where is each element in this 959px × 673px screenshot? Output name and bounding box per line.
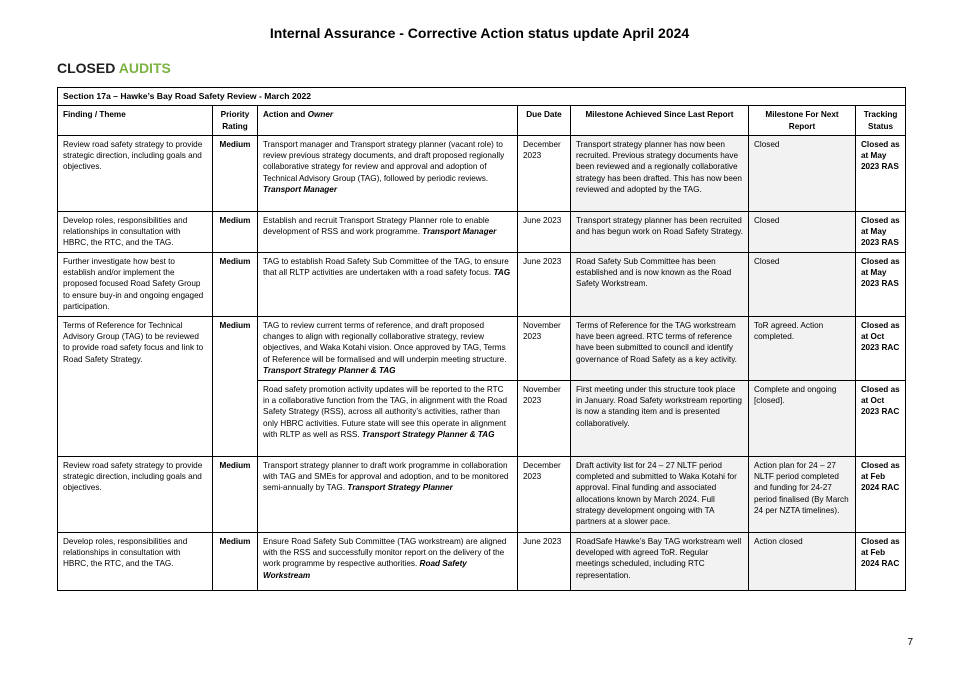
header-finding: Finding / Theme [58,106,213,136]
section-title-row [58,88,906,106]
header-action-owner: Owner [307,110,334,120]
achieved-cell: Road Safety Sub Committee has been established and is now known as the Road Safety Workstream. [571,252,749,316]
action-text: TAG to establish Road Safety Sub Committee of the TAG, to ensure that all RLTP activities are undertaken with a road safety focus. [263,256,509,278]
finding-cell: Develop roles, responsibilities and relationships in consultation with HBRC, the RTC, and the TAG. [58,532,213,590]
due-cell: June 2023 [518,211,571,252]
header-action-label: Action and [263,110,306,120]
finding-cell: Terms of Reference for Technical Advisory Group (TAG) to be reviewed to provide road safety focus and link to Road Safety Strategy. [58,316,213,456]
next-cell: ToR agreed. Action completed. [749,316,856,380]
next-cell: Action plan for 24 – 27 NLTF period completed and funding for 24-27 period finalised (By March 24 per NZTA timelines). [749,456,856,532]
achieved-cell: Terms of Reference for the TAG workstream have been agreed. RTC terms of reference have been submitted to council and identify governance of Road Safety as a key activity. [571,316,749,380]
action-text: Road safety promotion activity updates will be reported to the RTC in a collaborative function from the TAG, in alignment with the Road Safety Strategy (RSS), across all authority’s activities, rather than only HBRC activities. Future state will see this operate in alignment with RLTP as well as RSS. [263,384,508,440]
achieved-cell: Transport strategy planner has now been recruited. Previous strategy documents have been reviewed and a regionally collaborative strategy has been drafted. This has now been reviewed and adopted by the TAG. [571,135,749,211]
next-cell: Action closed [749,532,856,590]
status-cell: Closed as at May 2023 RAS [856,135,906,211]
status-cell: Closed as at Oct 2023 RAC [856,380,906,456]
priority-cell: Medium [213,211,258,252]
due-cell: June 2023 [518,532,571,590]
section-title: Section 17a – Hawke’s Bay Road Safety Review - March 2022 [58,88,906,106]
priority-cell: Medium [213,252,258,316]
action-text: TAG to review current terms of reference, and draft proposed changes to align with regionally collaborative strategy, review objectives, and Waka Kotahi vision. Once approved by TAG, Terms of Reference will be formalised and will underpin meeting structure. [263,320,507,364]
header-milestone-achieved: Milestone Achieved Since Last Report [571,106,749,136]
table-row [58,211,906,252]
heading-word-closed: CLOSED [57,60,116,76]
corrective-action-table [57,87,906,591]
table-row [58,532,906,590]
finding-cell: Review road safety strategy to provide strategic direction, including goals and objectives. [58,456,213,532]
achieved-cell: Transport strategy planner has been recruited and has begun work on Road Safety Strategy. [571,211,749,252]
action-text: Transport manager and Transport strategy planner (vacant role) to review previous strategy documents, and draft proposed regionally collaborative strategy for review and approval and adoption of Technical Advisory Group (TAG), followed by periodic reviews. [263,139,505,183]
action-cell [258,135,518,211]
achieved-cell: Draft activity list for 24 – 27 NLTF period completed and submitted to Waka Kotahi for approval. Final funding and associated allocations known by March 2024. Full strategy development ongoing with TA partners at a slower pace. [571,456,749,532]
action-owner: Transport Strategy Planner [347,483,453,493]
priority-cell: Medium [213,532,258,590]
finding-cell: Review road safety strategy to provide strategic direction, including goals and objectives. [58,135,213,211]
priority-cell: Medium [213,316,258,456]
table-row [58,456,906,532]
action-cell [258,456,518,532]
next-cell: Closed [749,211,856,252]
action-owner: Transport Strategy Planner & TAG [361,430,495,440]
achieved-cell: First meeting under this structure took place in January. Road Safety workstream reporting is now a standing item and is presented collaboratively. [571,380,749,456]
action-owner: TAG [493,268,511,278]
table-header-row [58,106,906,136]
due-cell: December 2023 [518,135,571,211]
due-cell: December 2023 [518,456,571,532]
action-owner: Transport Manager [422,227,497,237]
next-cell: Complete and ongoing [closed]. [749,380,856,456]
header-tracking: Tracking Status [856,106,906,136]
action-cell [258,211,518,252]
action-owner: Transport Strategy Planner & TAG [263,366,396,376]
action-owner: Road Safety Workstream [263,559,467,580]
header-milestone-next: Milestone For Next Report [749,106,856,136]
finding-cell: Develop roles, responsibilities and relationships in consultation with HBRC, the RTC, and the TAG. [58,211,213,252]
page-number: 7 [907,637,913,648]
table-row [58,252,906,316]
heading-word-audits: AUDITS [118,60,171,76]
status-cell: Closed as at Feb 2024 RAC [856,532,906,590]
next-cell: Closed [749,252,856,316]
header-action [258,106,518,136]
action-text: Transport strategy planner to draft work programme in collaboration with TAG and SMEs for approval and adoption, and to be monitored semi-annually by TAG. [263,460,509,493]
status-cell: Closed as at May 2023 RAS [856,211,906,252]
due-cell: November 2023 [518,316,571,380]
action-owner: Transport Manager [263,185,338,195]
action-cell [258,252,518,316]
header-due: Due Date [518,106,571,136]
table-row [58,135,906,211]
status-cell: Closed as at Feb 2024 RAC [856,456,906,532]
due-cell: November 2023 [518,380,571,456]
page-title: Internal Assurance - Corrective Action status update April 2024 [269,25,690,41]
table-row [58,316,906,380]
action-text: Ensure Road Safety Sub Committee (TAG workstream) are aligned with the RSS and successfully monitor report on the delivery of the work programme by respective authorities. [263,536,507,569]
finding-cell: Further investigate how best to establish and/or implement the proposed focused Road Safety Group to ensure buy-in and ongoing engaged participation. [58,252,213,316]
action-cell [258,316,518,380]
status-cell: Closed as at Oct 2023 RAC [856,316,906,380]
status-cell: Closed as at May 2023 RAS [856,252,906,316]
achieved-cell: RoadSafe Hawke’s Bay TAG workstream well developed with agreed ToR. Regular meetings scheduled, including RTC representation. [571,532,749,590]
header-priority: Priority Rating [213,106,258,136]
action-cell [258,532,518,590]
next-cell: Closed [749,135,856,211]
due-cell: June 2023 [518,252,571,316]
action-cell [258,380,518,456]
closed-audits-heading [57,60,171,76]
action-text: Establish and recruit Transport Strategy Planner role to enable development of RSS and work programme. [263,215,490,237]
priority-cell: Medium [213,135,258,211]
priority-cell: Medium [213,456,258,532]
